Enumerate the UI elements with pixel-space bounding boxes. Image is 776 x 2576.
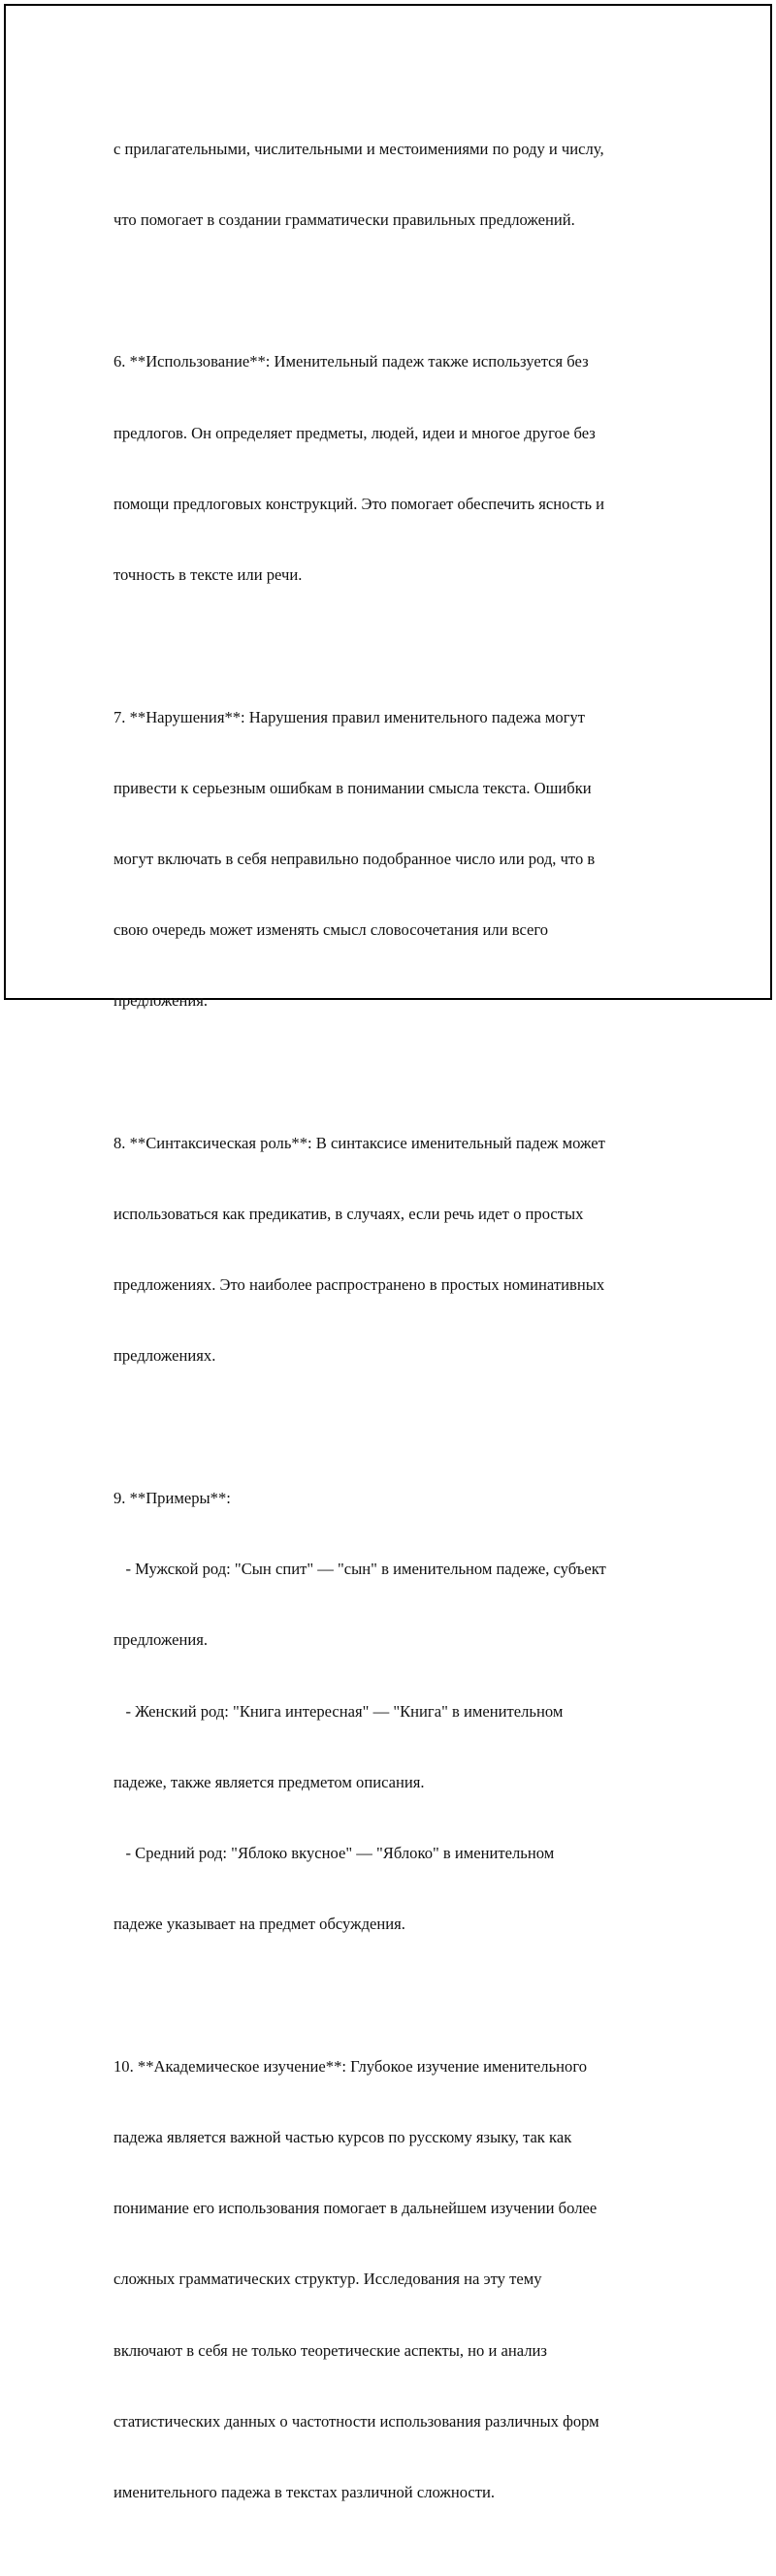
text-line: 9. **Примеры**:: [113, 1488, 231, 1507]
text-line: могут включать в себя неправильно подобранное число или род, что в: [113, 849, 596, 868]
text-line: 10. **Академическое изучение**: Глубокое изучение именительного: [113, 2056, 588, 2076]
text-line: именительного падежа в текстах различной сложности.: [113, 2482, 496, 2501]
text-line: что помогает в создании грамматически правильных предложений.: [113, 210, 575, 230]
text-line: использоваться как предикатив, в случаях, если речь идет о простых: [113, 1205, 584, 1224]
text-line: 6. **Использование**: Именительный падеж также используется без: [113, 352, 589, 371]
text-line: - Средний род: "Яблоко вкусное" — "Яблоко" в именительном: [113, 1844, 555, 1862]
paragraph-violations: [113, 659, 695, 1061]
text-line: предложениях.: [113, 1346, 216, 1366]
text-line: понимание его использования помогает в дальнейшем изучении более: [113, 2199, 598, 2218]
text-line: падеже указывает на предмет обсуждения.: [113, 1915, 405, 1934]
paragraph-usage: [113, 304, 695, 635]
paragraph-academic-study: [113, 2008, 695, 2552]
text-line: предложениях. Это наиболее распространено в простых номинативных: [113, 1275, 605, 1295]
text-line: падежа является важной частью курсов по русскому языку, так как: [113, 2127, 572, 2146]
paragraph-intro: [113, 90, 695, 279]
text-line: привести к серьезным ошибкам в понимании смысла текста. Ошибки: [113, 778, 592, 797]
document-body: [113, 90, 695, 2576]
text-line: сложных грамматических структур. Исследования на эту тему: [113, 2270, 542, 2289]
text-line: падеже, также является предметом описания.: [113, 1772, 425, 1791]
text-line: 8. **Синтаксическая роль**: В синтаксисе именительный падеж может: [113, 1133, 605, 1152]
text-line: помощи предлоговых конструкций. Это помогает обеспечить ясность и: [113, 494, 605, 513]
text-line: свою очередь может изменять смысл словосочетания или всего: [113, 920, 549, 940]
text-line: 7. **Нарушения**: Нарушения правил именительного падежа могут: [113, 707, 586, 726]
text-line: точность в тексте или речи.: [113, 565, 303, 585]
text-line: предложения.: [113, 991, 209, 1011]
paragraph-examples: [113, 1439, 695, 1983]
text-line: с прилагательными, числительными и местоимениями по роду и числу,: [113, 139, 604, 158]
text-line: предложения.: [113, 1630, 209, 1650]
text-line: статистических данных о частотности использования различных форм: [113, 2411, 599, 2431]
text-line: предлогов. Он определяет предметы, людей, идеи и многое другое без: [113, 423, 596, 442]
text-line: включают в себя не только теоретические аспекты, но и анализ: [113, 2340, 547, 2360]
text-line: - Женский род: "Книга интересная" — "Книга" в именительном: [113, 1701, 564, 1721]
text-line: - Мужской род: "Сын спит" — "сын" в именительном падеже, субъект: [113, 1560, 606, 1579]
paragraph-syntax-role: [113, 1084, 695, 1416]
